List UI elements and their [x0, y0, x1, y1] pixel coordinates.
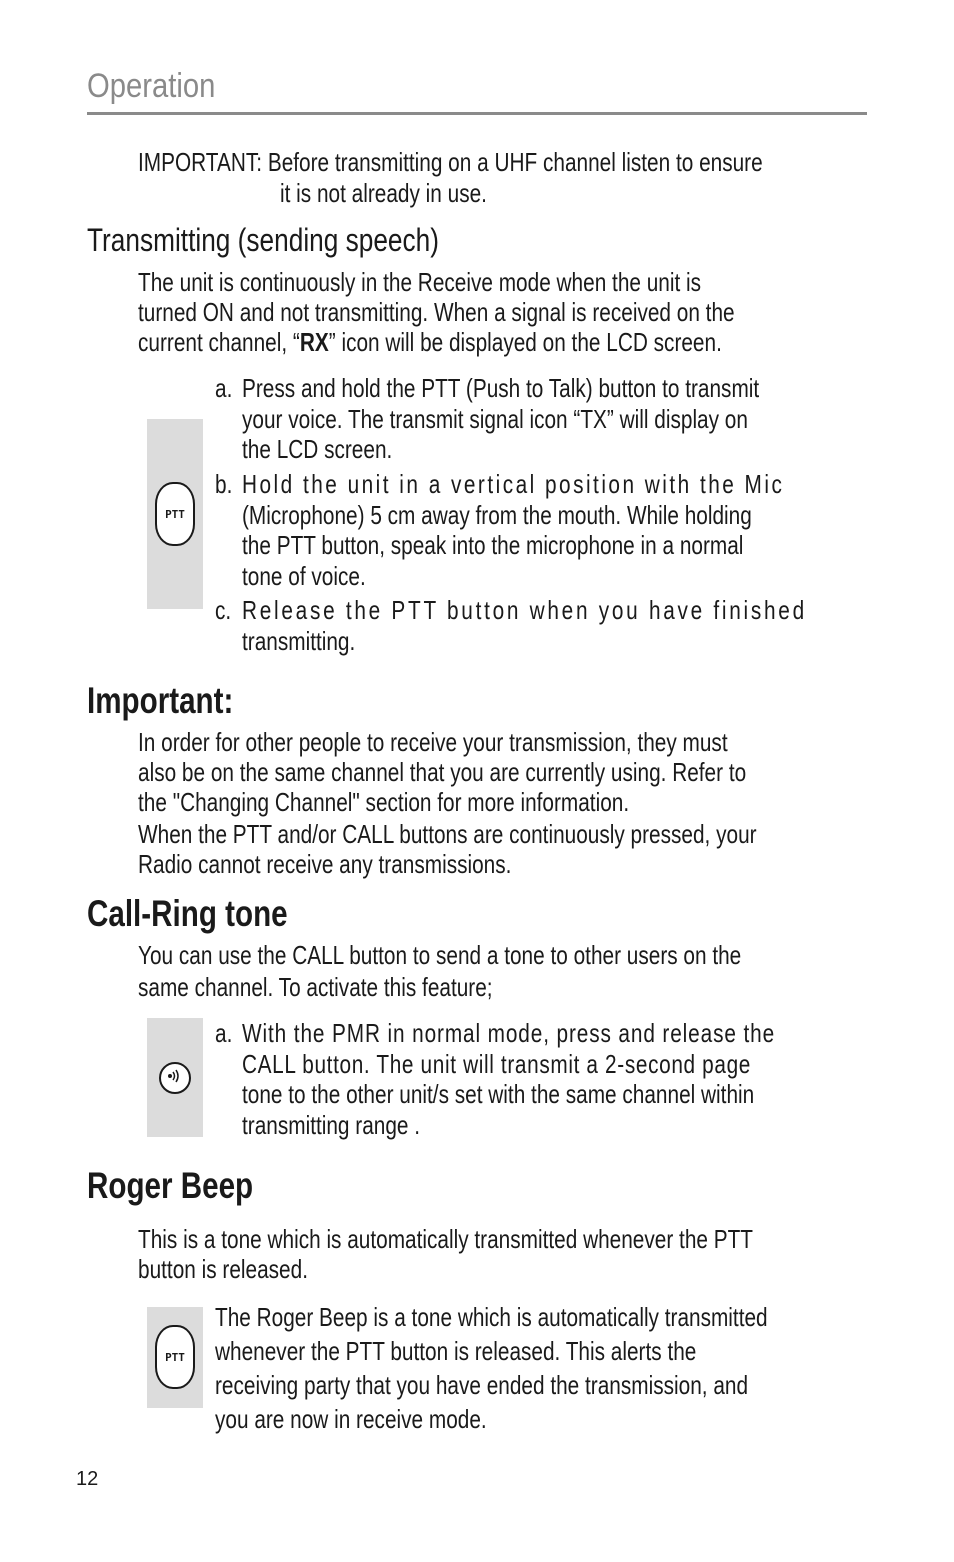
section-title: Operation — [87, 67, 216, 105]
important-note-cont — [280, 178, 539, 208]
rx-icon-label: RX — [299, 327, 329, 357]
roger-beep-heading: Roger Beep — [87, 1165, 254, 1206]
call-icon-panel — [147, 1018, 203, 1137]
important-note-label: IMPORTANT: — [138, 147, 263, 177]
important-heading: Important: — [87, 680, 234, 721]
manual-page: Operation IMPORTANT: Before transmitting on a UHF channel listen to ensure it is not already in use. Transmitting (sending speech) The unit is continuously in the Receive mode when the unit is turned ON and not transmitting. When a signal is received on the current channel, “RX” icon will be displayed on the LCD screen. PTT a. Press and hold the PTT (Push to Talk) button to transmit your voice. The transmit signal icon “TX” will display on the LCD screen. b. Hold the unit in a vertical position with the Mic (Microphone) 5 cm away from the mouth. While holding the PTT button, speak into the microphone in a normal tone of voice. c. Release the PTT button when you have finished transmitting. Important: In order for other people to receive your transmission, they must also be on the same channel that you are currently using. Refer to the "Changing Channel" section for more information. When the PTT and/or CALL buttons are continuously pressed, your Radio cannot receive any transmissions. Call-Ring tone You can use the CALL button to send a tone to other users on the same channel. To activate this feature; a. With the PMR in normal mode, press and release the CALL button. The unit will transmit a 2-second page tone to the other unit/s set with the same channel within transmitting range . Roger Beep This is a tone which is automatically transmitted whenever the PTT button is released. PTT The Roger Beep is a tone which is automatically transmitted whenever the PTT button is released. This alerts the receiving party that you have ended the transmission, and you are now in receive mode. 12 — [0, 0, 954, 1562]
call-ring-heading: Call-Ring tone — [87, 893, 288, 934]
important-note-line1: Before transmitting on a UHF channel listen to ensure — [267, 147, 763, 177]
important-note — [138, 147, 868, 177]
important-note-line2: it is not already in use. — [280, 178, 487, 208]
call-button-icon — [159, 1062, 191, 1094]
ptt-button-icon-roger: PTT — [155, 1325, 195, 1389]
call-ring-intro: You can use the CALL button to send a tone to other users on the same channel. To activate this feature; — [138, 940, 742, 1002]
ptt-icon-panel — [147, 419, 203, 609]
page-number: 12 — [76, 1468, 99, 1490]
roger-beep-intro: This is a tone which is automatically transmitted whenever the PTT button is released. — [138, 1224, 754, 1284]
transmitting-intro: The unit is continuously in the Receive mode when the unit is turned ON and not transmitting. When a signal is received on the current channel, “RX” icon will be displayed on the LCD screen. — [138, 267, 735, 357]
ptt-button-icon: PTT — [155, 482, 195, 546]
roger-beep-detail: The Roger Beep is a tone which is automatically transmitted whenever the PTT button is released. This alerts the receiving party that you have ended the transmission, and you are now in receive mode. — [215, 1302, 768, 1434]
transmitting-heading: Transmitting (sending speech) — [87, 222, 439, 258]
page-header — [87, 66, 867, 115]
ptt-icon-panel-roger — [147, 1307, 203, 1408]
important-body: In order for other people to receive your transmission, they must also be on the same channel that you are currently using. Refer to the "Changing Channel" section for more information. When the PTT and/or CALL buttons are continuously pressed, your Radio cannot receive any transmissions. — [138, 727, 757, 879]
